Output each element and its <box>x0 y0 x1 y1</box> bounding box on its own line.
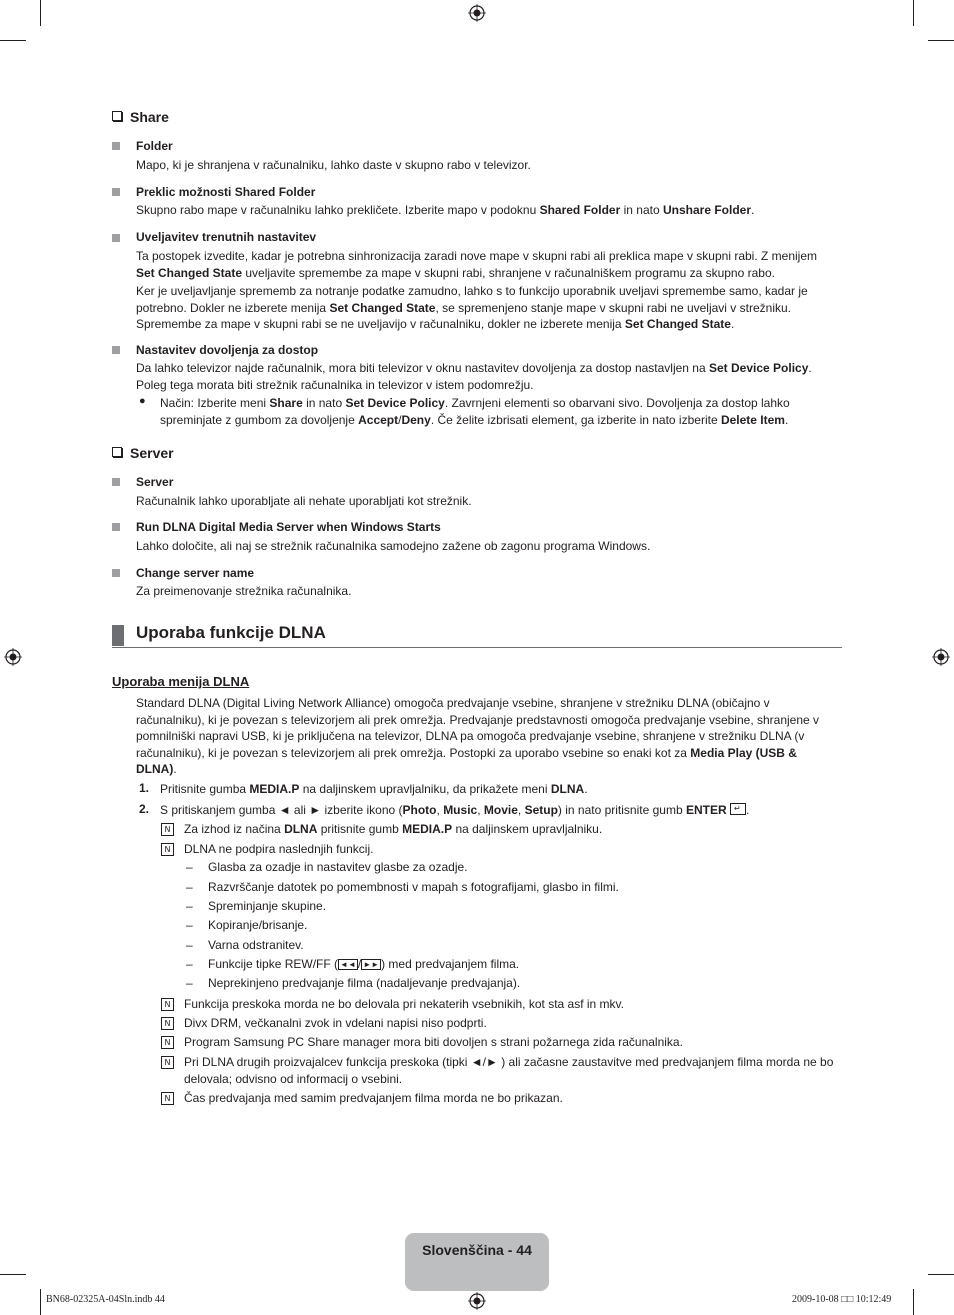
item-text: Skupno rabo mape v računalniku lahko prekličete. Izberite mapo v podoknu Shared Folder in nato Unshare Folder. <box>136 203 755 217</box>
fast-forward-key-icon: ►► <box>363 960 380 969</box>
print-slug-right: 2009-10-08 □□ 10:12:49 <box>792 1294 892 1305</box>
crop-mark <box>913 0 914 26</box>
square-bullet-icon <box>112 188 120 196</box>
registration-mark-icon <box>4 648 22 666</box>
print-slug-left: BN68-02325A-04Sln.indb 44 <box>46 1294 165 1305</box>
intro-paragraph: Standard DLNA (Digital Living Network Alliance) omogoča predvajanje vsebine, shranjene v strežniku DLNA (običajno v računalniku), ki je povezan s televizorjem ali prek omrežja. Predvajanje predstavnosti omogoča predvajanje vsebine, shranjene v pomnilniški napravi USB, ki je priključena na televizor, DLNA pa omogoča predvajanje vsebine, shranjene v strežniku DLNA (v računalniku), ki je povezan s televizorjem ali prek omrežja. Postopki za uporabo vsebine so enaki kot za Media Play (USB & DLNA). <box>136 696 820 776</box>
note-icon: N <box>161 823 174 836</box>
square-bullet-icon <box>112 523 120 531</box>
item-text: Da lahko televizor najde računalnik, mora biti televizor v oknu nastavitev dovoljenja za dostop nastavljen na Set Device Policy. Poleg tega morata biti strežnik računalnika in televizor v istem podomrežju. <box>136 361 812 392</box>
section-heading-dlna <box>112 623 842 648</box>
heading-bar <box>112 625 124 646</box>
section-title-share <box>112 109 169 125</box>
dash-text: Razvrščanje datotek po pomembnosti v mapah s fotografijami, glasbo in filmi. <box>208 880 619 894</box>
step-text: S pritiskanjem gumba ◄ ali ► izberite ikono (Photo, Music, Movie, Setup) in nato pritisnite gumb ENTER ↵ . <box>160 803 750 817</box>
item-text: Mapo, ki je shranjena v računalniku, lahko daste v skupno rabo v televizor. <box>136 158 531 172</box>
dash-text: Glasba za ozadje in nastavitev glasbe za ozadje. <box>208 860 468 874</box>
crop-mark <box>0 1274 26 1275</box>
enter-key-icon: ↵ <box>730 803 746 815</box>
heading-text: Uporaba funkcije DLNA <box>136 623 326 642</box>
item-heading: Preklic možnosti Shared Folder <box>136 185 316 199</box>
step-number: 1. <box>139 781 150 795</box>
dash-text: Varna odstranitev. <box>208 938 304 952</box>
square-bullet-icon <box>112 569 120 577</box>
note-text: Čas predvajanja med samim predvajanjem filma morda ne bo prikazan. <box>184 1091 563 1105</box>
dash-bullet: – <box>186 860 193 874</box>
square-bullet-icon <box>112 142 120 150</box>
dash-bullet: – <box>186 918 193 932</box>
item-text: Lahko določite, ali naj se strežnik računalnika samodejno zažene ob zagonu programa Windows. <box>136 539 651 553</box>
round-bullet-icon: ● <box>139 395 146 407</box>
dash-text: Neprekinjeno predvajanje filma (nadaljevanje predvajanja). <box>208 976 521 990</box>
note-text: Pri DLNA drugih proizvajalcev funkcija preskoka (tipki ◄/► ) ali začasne zaustavitve med predvajanjem filma morda ne bo delovala; odvisno od informacij o vsebini. <box>184 1055 834 1086</box>
crop-mark <box>913 1289 914 1315</box>
crop-mark <box>0 40 26 41</box>
dash-bullet: – <box>186 899 193 913</box>
item-heading: Change server name <box>136 566 255 580</box>
crop-mark <box>40 0 41 26</box>
crop-mark <box>40 1289 41 1315</box>
note-text: Divx DRM, večkanalni zvok in vdelani napisi niso podprti. <box>184 1016 487 1030</box>
item-heading: Run DLNA Digital Media Server when Windows Starts <box>136 520 441 534</box>
item-heading: Nastavitev dovoljenja za dostop <box>136 343 319 357</box>
item-text: Ker je uveljavljanje sprememb za notranje podatke zamudno, lahko s to funkcijo uporabnik uveljavi spremembe samo, kadar je potrebno. Dokler ne izberete menija Set Changed State, se spremenjeno stanje mape v skupni rabi ne uveljavi v strežniku. Spremembe za mape v skupni rabi se ne uveljavijo v računalniku, dokler ne izberete menija Set Changed State. <box>136 284 808 331</box>
section-title-server <box>112 445 174 461</box>
step-number: 2. <box>139 802 150 816</box>
note-icon: N <box>161 843 174 856</box>
rewind-key-icon: ◄◄ <box>340 960 356 969</box>
note-icon: N <box>161 1036 174 1049</box>
dash-bullet: – <box>186 976 193 990</box>
item-text: Ta postopek izvedite, kadar je potrebna sinhronizacija zaradi nove mape v skupni rabi ali preklica mape v skupni rabi. Z menijem Set Changed State uveljavite spremembe za mape v skupni rabi, shranjene v računalniškem programu za skupno rabo. <box>136 249 818 280</box>
note-icon: N <box>161 1056 174 1069</box>
dash-bullet: – <box>186 880 193 894</box>
crop-mark <box>928 40 954 41</box>
dash-bullet: – <box>186 938 193 952</box>
dash-text: Spreminjanje skupine. <box>208 899 327 913</box>
item-heading: Uveljavitev trenutnih nastavitev <box>136 230 317 244</box>
note-text: Program Samsung PC Share manager mora biti dovoljen s strani požarnega zida računalnika. <box>184 1035 683 1049</box>
page-number-tab <box>405 1233 549 1291</box>
section-title-text: Share <box>130 109 169 125</box>
note-text: Funkcija preskoka morda ne bo delovala pri nekaterih vsebnikih, kot sta asf in mkv. <box>184 997 624 1011</box>
page-number: Slovenščina - 44 <box>422 1242 532 1258</box>
step-text: Pritisnite gumba MEDIA.P na daljinskem upravljalniku, da prikažete meni DLNA. <box>160 782 588 796</box>
registration-mark-icon <box>468 1292 486 1310</box>
note-icon: N <box>161 1017 174 1030</box>
registration-mark-icon <box>468 4 486 22</box>
item-text: Za preimenovanje strežnika računalnika. <box>136 584 352 598</box>
dash-bullet: – <box>186 957 193 971</box>
subheading: Uporaba menija DLNA <box>112 674 250 689</box>
item-text: Računalnik lahko uporabljate ali nehate uporabljati kot strežnik. <box>136 494 472 508</box>
dash-text: Funkcije tipke REW/FF ( ◄◄ / ►► ) med predvajanjem filma. <box>208 957 520 971</box>
checkbox-square-icon <box>112 447 122 457</box>
note-icon: N <box>161 1092 174 1105</box>
square-bullet-icon <box>112 234 120 242</box>
registration-mark-icon <box>932 648 950 666</box>
square-bullet-icon <box>112 478 120 486</box>
checkbox-square-icon <box>112 111 122 121</box>
note-text: Za izhod iz načina DLNA pritisnite gumb MEDIA.P na daljinskem upravljalniku. <box>184 822 603 836</box>
note-text: DLNA ne podpira naslednjih funkcij. <box>184 842 374 856</box>
square-bullet-icon <box>112 346 120 354</box>
section-title-text: Server <box>130 445 174 461</box>
crop-mark <box>928 1274 954 1275</box>
dash-text: Kopiranje/brisanje. <box>208 918 308 932</box>
item-heading: Folder <box>136 139 173 153</box>
item-heading: Server <box>136 475 174 489</box>
note-icon: N <box>161 998 174 1011</box>
bullet-text: Način: Izberite meni Share in nato Set Device Policy. Zavrnjeni elementi so obarvani sivo. Dovoljenja za dostop lahko spreminjate z gumbom za dovoljenje Accept/Deny. Če želite izbrisati element, ga izberite in nato izberite Delete Item. <box>160 396 790 427</box>
